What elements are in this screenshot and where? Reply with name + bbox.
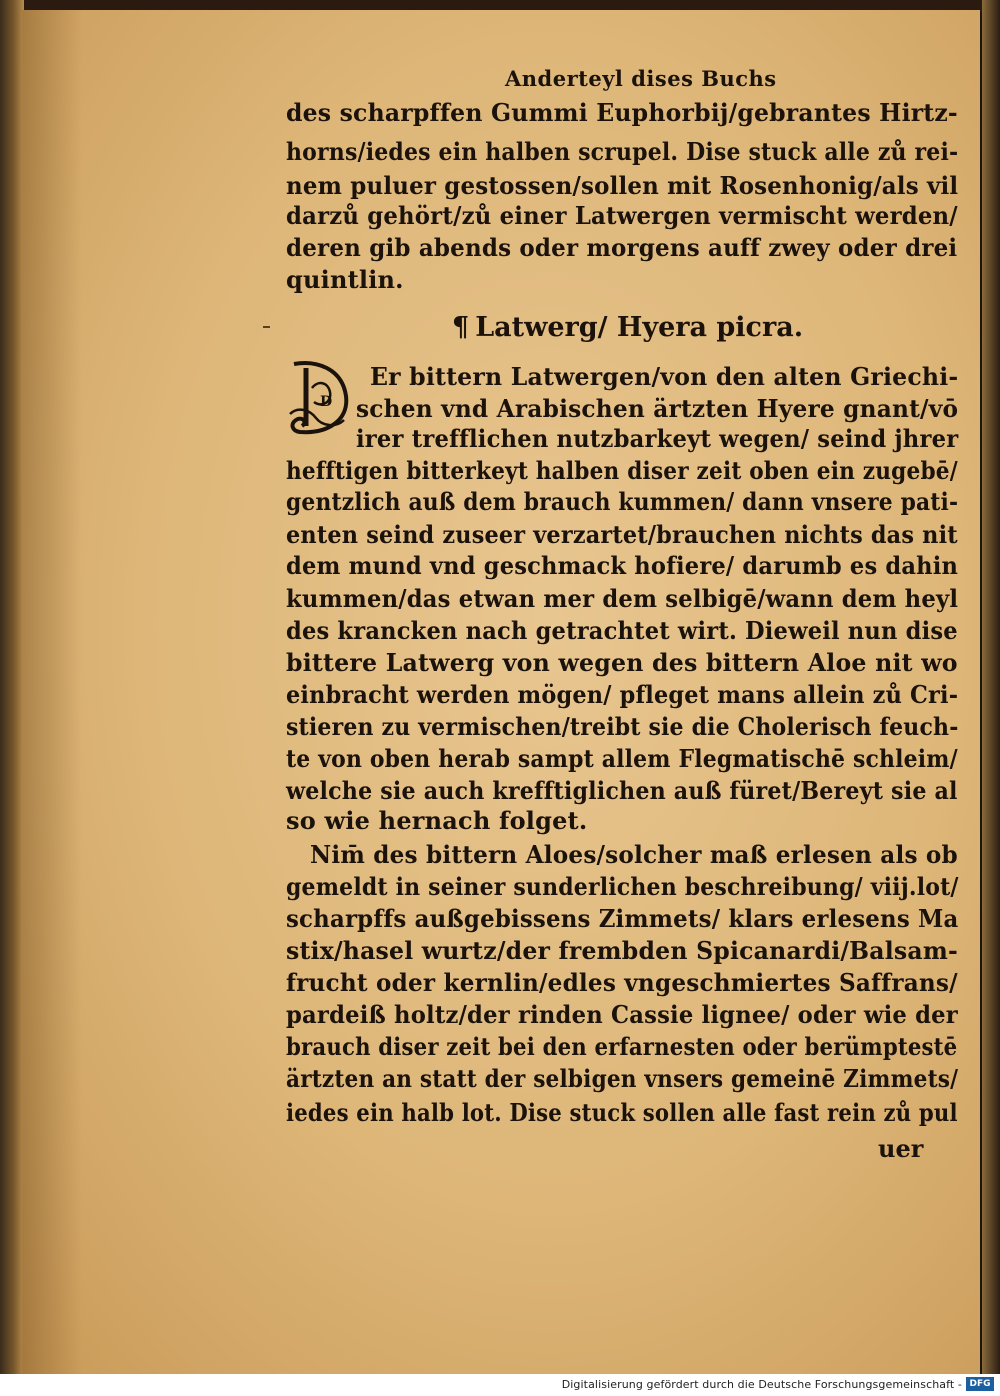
text-line: ärtzten an statt der selbigen vnsers gemeinē Zimmets/ xyxy=(286,1064,959,1093)
text-line: enten seind zuseer verzartet/brauchen nichts das nit xyxy=(286,520,958,549)
text-line: nem puluer gestossen/sollen mit Rosenhonig/als vil xyxy=(286,171,959,200)
text-line: Nim̄ des bittern Aloes/solcher maß erlesen als ob xyxy=(310,840,958,869)
text-line: stieren zu vermischen/treibt sie die Cholerisch feuch- xyxy=(286,712,959,741)
funding-notice: Digitalisierung gefördert durch die Deutsche Forschungsgemeinschaft - xyxy=(561,1378,962,1391)
text-line: gemeldt in seiner sunderlichen beschreibung/ viij.lot/ xyxy=(286,872,959,901)
running-head: Anderteyl dises Buchs xyxy=(505,66,777,91)
text-line: einbracht werden mögen/ pfleget mans allein zů Cri- xyxy=(286,680,959,709)
text-line: hefftigen bitterkeyt halben diser zeit oben ein zugebē/ xyxy=(286,456,958,485)
pilcrow-icon: ¶ xyxy=(452,312,470,343)
text-line: deren gib abends oder morgens auff zwey oder drei xyxy=(286,233,958,262)
text-line: darzů gehört/zů einer Latwergen vermischt werden/ xyxy=(286,201,958,230)
text-line: des krancken nach getrachtet wirt. Dieweil nun dise xyxy=(286,616,958,645)
text-line: kummen/das etwan mer dem selbigē/wann dem heyl xyxy=(286,584,959,613)
text-line: bittere Latwerg von wegen des bittern Aloe nit wo xyxy=(286,648,958,677)
section-heading xyxy=(452,312,803,343)
text-line: des scharpffen Gummi Euphorbij/gebrantes Hirtz- xyxy=(286,98,958,127)
scan-left-edge xyxy=(0,0,24,1396)
text-line: scharpffs außgebissens Zimmets/ klars erlesens Ma xyxy=(286,904,959,933)
catchword: uer xyxy=(878,1134,924,1163)
text-line: stix/hasel wurtz/der frembden Spicanardi/Balsam- xyxy=(286,936,958,965)
text-line: quintlin. xyxy=(286,265,404,294)
text-line: Er bittern Latwergen/von den alten Griechi- xyxy=(370,362,959,391)
text-line: so wie hernach folget. xyxy=(286,806,588,835)
text-line: dem mund vnd geschmack hofiere/ darumb es dahin xyxy=(286,551,959,580)
text-line: brauch diser zeit bei den erfarnesten oder berümptestē xyxy=(286,1032,958,1061)
text-line: pardeiß holtz/der rinden Cassie lignee/ oder wie der xyxy=(286,1000,958,1029)
dfg-logo: DFG xyxy=(966,1377,994,1391)
text-line: irer trefflichen nutzbarkeyt wegen/ seind jhrer xyxy=(356,424,959,453)
text-line: schen vnd Arabischen ärtzten Hyere gnant/vō xyxy=(356,394,959,423)
text-line: gentzlich auß dem brauch kummen/ dann vnsere pati- xyxy=(286,487,959,516)
margin-mark xyxy=(263,326,270,328)
text-line: iedes ein halb lot. Dise stuck sollen alle fast rein zů pul xyxy=(286,1098,958,1127)
dropcap-letter: D xyxy=(320,394,333,410)
scan-right-edge xyxy=(982,0,1000,1396)
text-line: te von oben herab sampt allem Flegmatischē schleim/ xyxy=(286,744,958,773)
text-line: horns/iedes ein halben scrupel. Dise stuck alle zů rei- xyxy=(286,137,959,166)
section-heading-text: Latwerg/ Hyera picra. xyxy=(475,312,804,343)
dropcap-initial xyxy=(286,358,354,438)
text-line: welche sie auch krefftiglichen auß füret/Bereyt sie al xyxy=(286,776,958,805)
text-line: frucht oder kernlin/edles vngeschmiertes Saffrans/ xyxy=(286,968,958,997)
page-gutter-shadow xyxy=(22,10,82,1374)
